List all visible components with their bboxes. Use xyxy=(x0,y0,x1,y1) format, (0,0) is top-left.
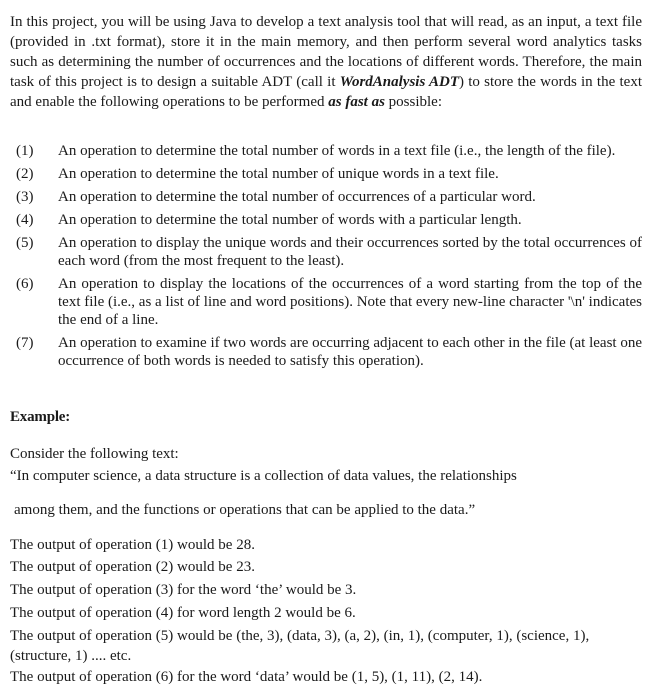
operation-item xyxy=(10,142,642,160)
operation-item xyxy=(10,165,642,183)
intro-paragraph xyxy=(10,12,642,112)
operation-text: An operation to determine the total number of occurrences of a particular word. xyxy=(58,189,536,205)
operation-number: (2) xyxy=(16,166,34,182)
operation-number: (1) xyxy=(16,143,34,159)
adt-name: WordAnalysis ADT xyxy=(339,74,459,90)
operation-text: An operation to display the locations of the occurrences of a word starting from the top of the text file (i.e., as a list of line and word positions). Note that every new-line character '\n' indicates the end of a line. xyxy=(58,276,642,328)
operation-text: An operation to determine the total number of words with a particular length. xyxy=(58,212,522,228)
operation-number: (3) xyxy=(16,189,34,205)
example-quote-line-1: “In computer science, a data structure is a collection of data values, the relationships xyxy=(10,468,517,484)
output-line: The output of operation (5) would be (the, 3), (data, 3), (a, 2), (in, 1), (computer, 1), (science, 1), (structure, 1) .... etc. xyxy=(10,628,590,664)
operation-item xyxy=(10,234,642,270)
operation-item xyxy=(10,334,642,370)
operations-list xyxy=(10,142,642,375)
example-quote-line-2: among them, and the functions or operations that can be applied to the data.” xyxy=(14,502,476,518)
operation-item xyxy=(10,275,642,329)
example-intro: Consider the following text: xyxy=(10,446,179,462)
output-line: The output of operation (1) would be 28. xyxy=(10,537,255,553)
output-line: The output of operation (3) for the word ‘the’ would be 3. xyxy=(10,582,357,598)
operation-number: (5) xyxy=(16,235,34,251)
operation-item xyxy=(10,211,642,229)
output-line: The output of operation (2) would be 23. xyxy=(10,559,255,575)
emphasis-as-fast-as: as fast as xyxy=(328,94,385,110)
operation-number: (7) xyxy=(16,335,34,351)
intro-text-part3: possible: xyxy=(384,94,443,110)
operation-text: An operation to determine the total number of words in a text file (i.e., the length of the file). xyxy=(58,143,616,159)
intro-text-part2: ) to store the words in the text and enable the following operations to be performed xyxy=(10,74,642,110)
operation-text: An operation to examine if two words are occurring adjacent to each other in the file (at least one occurrence of both words is needed to satisfy this operation). xyxy=(58,335,642,369)
operation-number: (4) xyxy=(16,212,34,228)
operation-number: (6) xyxy=(16,276,34,292)
operation-text: An operation to determine the total number of unique words in a text file. xyxy=(58,166,499,182)
output-line: The output of operation (6) for the word ‘data’ would be (1, 5), (1, 11), (2, 14). xyxy=(10,669,483,685)
operation-text: An operation to display the unique words and their occurrences sorted by the total occurrences of each word (from the most frequent to the least). xyxy=(58,235,642,269)
intro-text-part1: In this project, you will be using Java to develop a text analysis tool that will read, as an input, a text file (provided in .txt format), store it in the main memory, and then perform several word analytics tasks such as determining the number of occurrences and the locations of different words. Therefore, the main task of this project is to design a suitable ADT (call it xyxy=(10,14,642,90)
operation-item xyxy=(10,188,642,206)
output-line: The output of operation (4) for word length 2 would be 6. xyxy=(10,605,356,621)
example-heading: Example: xyxy=(10,409,71,425)
